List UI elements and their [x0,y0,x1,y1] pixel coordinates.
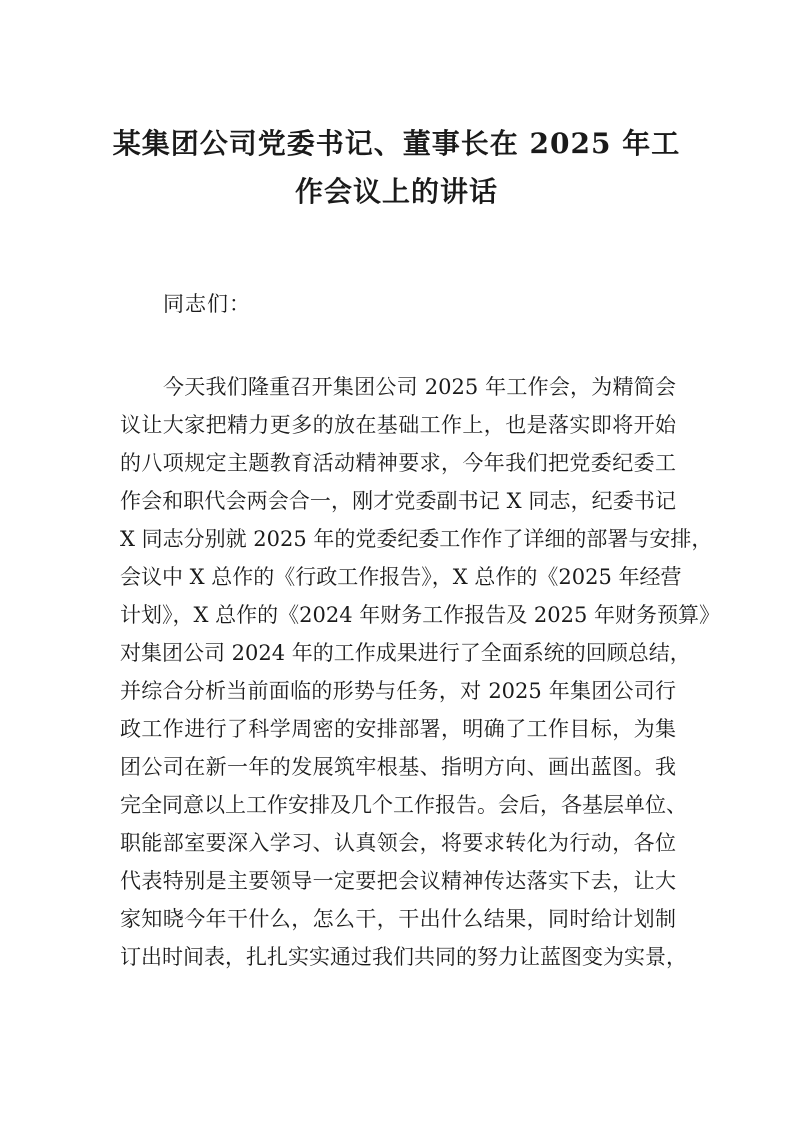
paragraph-line: 会议中 X 总作的《行政工作报告》，X 总作的《2025 年经营 [120,565,682,589]
paragraph-line: 完全同意以上工作安排及几个工作报告。会后，各基层单位、 [120,793,687,817]
paragraph-line: 并综合分析当前面临的形势与任务，对 2025 年集团公司行 [120,679,676,703]
title-line-1: 某集团公司党委书记、董事长在 2025 年工 [112,127,681,160]
paragraph-line: 团公司在新一年的发展筑牢根基、指明方向、画出蓝图。我 [120,755,676,779]
paragraph-line: 订出时间表，扎扎实实通过我们共同的努力让蓝图变为实景， [120,945,687,969]
salutation: 同志们： [163,292,251,316]
paragraph-line: 今天我们隆重召开集团公司 2025 年工作会，为精简会 [163,375,676,399]
paragraph-line: X 同志分别就 2025 年的党委纪委工作作了详细的部署与安排， [120,527,713,551]
document-title [110,120,683,216]
paragraph-line: 政工作进行了科学周密的安排部署，明确了工作目标，为集 [120,717,676,741]
paragraph-line: 作会和职代会两会合一，刚才党委副书记 X 同志，纪委书记 [120,489,676,513]
paragraph-line: 职能部室要深入学习、认真领会，将要求转化为行动，各位 [120,831,676,855]
paragraph-line: 计划》，X 总作的《2024 年财务工作报告及 2025 年财务预算》 [120,603,721,627]
body-paragraph [120,368,721,976]
paragraph-line: 代表特别是主要领导一定要把会议精神传达落实下去，让大 [120,869,676,893]
paragraph-line: 议让大家把精力更多的放在基础工作上，也是落实即将开始 [120,413,676,437]
paragraph-line: 对集团公司 2024 年的工作成果进行了全面系统的回顾总结， [120,641,691,665]
paragraph-line: 家知晓今年干什么，怎么干，干出什么结果，同时给计划制 [120,907,676,931]
paragraph-line: 的八项规定主题教育活动精神要求，今年我们把党委纪委工 [120,451,676,475]
title-line-2: 作会议上的讲话 [294,175,498,208]
